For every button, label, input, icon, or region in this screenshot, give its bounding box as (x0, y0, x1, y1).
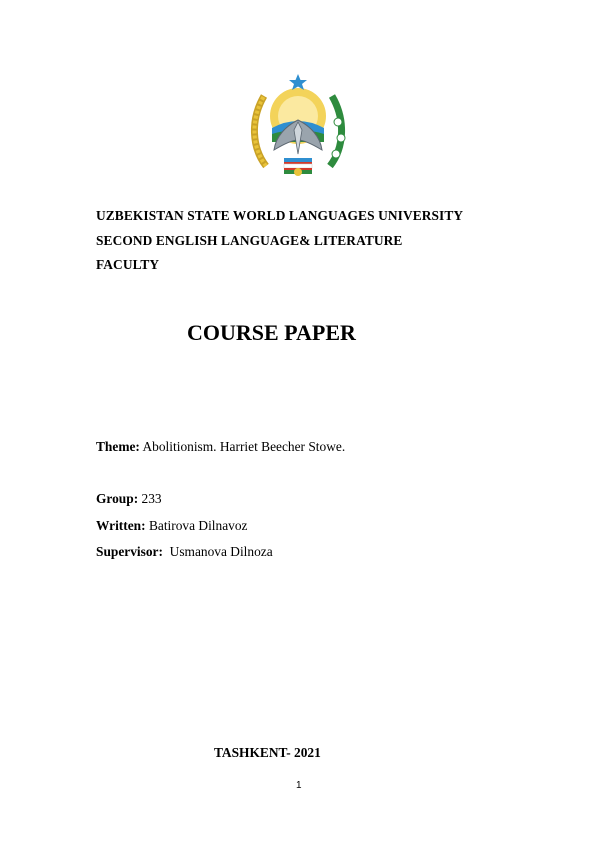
university-name: UZBEKISTAN STATE WORLD LANGUAGES UNIVERSITY (96, 208, 464, 223)
written-field (96, 518, 247, 534)
faculty-label: FACULTY (96, 257, 160, 272)
supervisor-field (96, 544, 273, 560)
state-emblem-of-uzbekistan-icon (246, 70, 350, 182)
document-title: COURSE PAPER (187, 320, 356, 345)
group-label: Group: (96, 491, 139, 506)
theme-label: Theme: (96, 439, 140, 454)
department-name: SECOND ENGLISH LANGUAGE& LITERATURE (96, 233, 403, 248)
city-year: TASHKENT- 2021 (214, 745, 321, 760)
theme-field (96, 439, 345, 455)
supervisor-value: Usmanova Dilnoza (162, 544, 273, 559)
group-field (96, 491, 162, 507)
page-number: 1 (296, 780, 302, 791)
supervisor-label: Supervisor: (96, 544, 163, 559)
theme-value: Abolitionism. Harriet Beecher Stowe. (139, 439, 346, 454)
written-label: Written: (96, 518, 146, 533)
group-value: 233 (138, 491, 162, 506)
written-value: Batirova Dilnavoz (145, 518, 248, 533)
